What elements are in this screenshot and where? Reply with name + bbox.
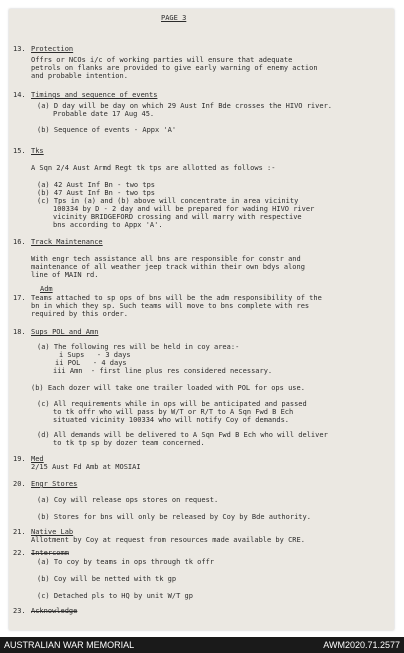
section-20-number: 20.: [13, 480, 26, 488]
section-20-title: Engr Stores: [31, 480, 78, 488]
section-22-c: (c) Detached pls to HQ by unit W/T gp: [37, 592, 193, 600]
section-20-b: (b) Stores for bns will only be released by Coy by Bde authority.: [37, 513, 311, 521]
section-18-a-line-2: i Sups - 3 days: [59, 351, 131, 359]
section-19-title: Med: [31, 455, 44, 463]
section-15-c-line-2: 100334 by D - 2 day and will be prepared for wading HIVO river: [53, 205, 315, 213]
document-page: [9, 9, 394, 630]
section-15-number: 15.: [13, 147, 26, 155]
page-number: PAGE 3: [161, 14, 187, 22]
section-17-number: 17.: [13, 294, 26, 302]
section-14-a-line-2: Probable date 17 Aug 45.: [53, 110, 155, 118]
section-16-number: 16.: [13, 238, 26, 246]
section-14-title: Timings and sequence of events: [31, 91, 158, 99]
section-15-c-line-3: vicinity BRIDGEFORD crossing and will marry with respective: [53, 213, 302, 221]
section-16-line-3: line of MAIN rd.: [31, 271, 99, 279]
section-13-line-1: Offrs or NCOs i/c of working parties will ensure that adequate: [31, 56, 293, 64]
section-14-number: 14.: [13, 91, 26, 99]
section-21-line-1: Allotment by Coy at request from resources made available by CRE.: [31, 536, 305, 544]
section-21-title: Native Lab: [31, 528, 74, 536]
section-18-a-line-3: ii POL - 4 days: [55, 359, 127, 367]
section-18-d-line-2: to tk tp sp by dozer team concerned.: [53, 439, 205, 447]
section-17-line-2: bn in which they sp. Such teams will move to bns complete with res: [31, 302, 310, 310]
section-18-c-line-3: situated vicinity 100334 who will notify Coy of demands.: [53, 416, 290, 424]
section-23-title: Acknowledge: [31, 607, 78, 615]
section-18-c-line-1: (c) All requirements while in ops will be anticipated and passed: [37, 400, 307, 408]
section-14-a-line-1: (a) D day will be day on which 29 Aust Inf Bde crosses the HIVO river.: [37, 102, 333, 110]
section-18-a-line-4: iii Amn - first line plus res considered necessary.: [53, 367, 273, 375]
section-15-title: Tks: [31, 147, 44, 155]
section-18-c-line-2: to tk offr who will pass by W/T or R/T to A Sqn Fwd B Ech: [53, 408, 294, 416]
section-13-number: 13.: [13, 45, 26, 53]
section-13-title: Protection: [31, 45, 74, 53]
section-18-a-line-1: (a) The following res will be held in coy area:-: [37, 343, 240, 351]
section-23-number: 23.: [13, 607, 26, 615]
section-15-a: (a) 42 Aust Inf Bn - two tps: [37, 181, 156, 189]
section-18-number: 18.: [13, 328, 26, 336]
section-15-b: (b) 47 Aust Inf Bn - two tps: [37, 189, 156, 197]
footer-institution: AUSTRALIAN WAR MEMORIAL: [4, 640, 135, 650]
section-20-a: (a) Coy will release ops stores on request.: [37, 496, 219, 504]
section-13-line-2: petrols on flanks are provided to give early warning of enemy action: [31, 64, 318, 72]
section-17-margin-note: Adm: [40, 285, 53, 293]
section-17-line-1: Teams attached to sp ops of bns will be the adm responsibility of the: [31, 294, 322, 302]
section-18-title: Sups POL and Amn: [31, 328, 99, 336]
section-16-line-1: With engr tech assistance all bns are responsible for constr and: [31, 255, 301, 263]
section-17-line-3: required by this order.: [31, 310, 128, 318]
section-18-d-line-1: (d) All demands will be delivered to A Sqn Fwd B Ech who will deliver: [37, 431, 328, 439]
section-15-intro: A Sqn 2/4 Aust Armd Regt tk tps are allotted as follows :-: [31, 164, 276, 172]
section-15-c-line-4: bns according to Appx 'A'.: [53, 221, 163, 229]
section-16-title: Track Maintenance: [31, 238, 103, 246]
section-14-b: (b) Sequence of events - Appx 'A': [37, 126, 177, 134]
section-13-line-3: and probable intention.: [31, 72, 128, 80]
footer-bar: [0, 637, 404, 653]
section-22-title: Intercomm: [31, 549, 69, 557]
section-22-number: 22.: [13, 549, 26, 557]
section-19-line-1: 2/15 Aust Fd Amb at MOSIAI: [31, 463, 141, 471]
footer-record-id: AWM2020.71.2577: [323, 640, 400, 650]
section-22-a: (a) To coy by teams in ops through tk offr: [37, 558, 215, 566]
section-21-number: 21.: [13, 528, 26, 536]
section-16-line-2: maintenance of all weather jeep track within their own bdys along: [31, 263, 305, 271]
section-19-number: 19.: [13, 455, 26, 463]
section-22-b: (b) Coy will be netted with tk gp: [37, 575, 177, 583]
section-18-b: (b) Each dozer will take one trailer loaded with POL for ops use.: [31, 384, 305, 392]
section-15-c-line-1: (c) Tps in (a) and (b) above will concentrate in area vicinity: [37, 197, 299, 205]
